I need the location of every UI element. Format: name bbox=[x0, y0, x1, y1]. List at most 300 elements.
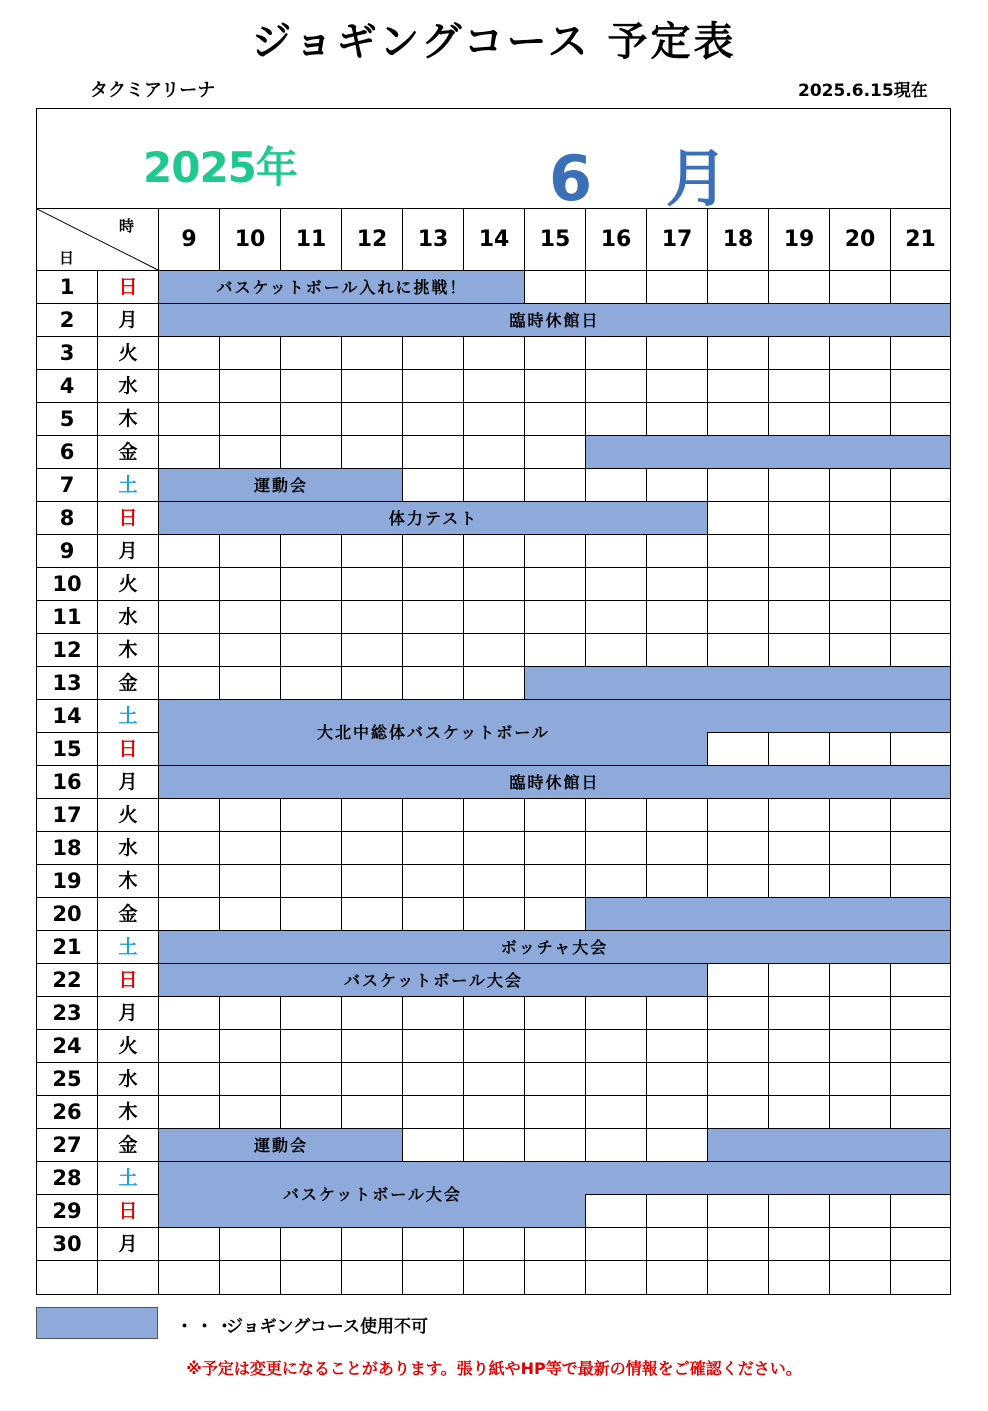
schedule-slot bbox=[830, 733, 891, 766]
schedule-slot bbox=[403, 370, 464, 403]
band-label: バスケットボール入れに挑戦！ bbox=[216, 278, 468, 297]
schedule-slot bbox=[586, 634, 647, 667]
schedule-slot bbox=[159, 370, 220, 403]
schedule-slot bbox=[220, 997, 281, 1030]
schedule-slot bbox=[281, 403, 342, 436]
schedule-slot bbox=[403, 1261, 464, 1294]
schedule-slot bbox=[464, 865, 525, 898]
weekday-label: 土 bbox=[98, 1162, 159, 1195]
weekday-label: 日 bbox=[98, 502, 159, 535]
schedule-slot bbox=[220, 1228, 281, 1261]
band-label: 臨時休館日 bbox=[509, 311, 600, 330]
day-number: 23 bbox=[37, 997, 98, 1030]
schedule-slot bbox=[708, 634, 769, 667]
band-label: 体力テスト bbox=[388, 509, 479, 528]
schedule-slot bbox=[220, 634, 281, 667]
schedule-slot bbox=[830, 1195, 891, 1228]
weekday-label: 火 bbox=[98, 799, 159, 832]
schedule-slot bbox=[769, 370, 830, 403]
schedule-slot bbox=[403, 865, 464, 898]
schedule-slot bbox=[586, 1063, 647, 1096]
schedule-slot bbox=[586, 865, 647, 898]
schedule-slot bbox=[647, 1096, 708, 1129]
schedule-slot bbox=[708, 832, 769, 865]
weekday-label: 月 bbox=[98, 1228, 159, 1261]
weekday-label: 月 bbox=[98, 766, 159, 799]
schedule-slot bbox=[891, 997, 950, 1030]
schedule-slot bbox=[708, 1063, 769, 1096]
day-number: 17 bbox=[37, 799, 98, 832]
schedule-slot bbox=[220, 535, 281, 568]
schedule-slot bbox=[403, 436, 464, 469]
schedule-slot bbox=[830, 964, 891, 997]
day-number: 13 bbox=[37, 667, 98, 700]
schedule-slot bbox=[830, 997, 891, 1030]
schedule-slot bbox=[159, 568, 220, 601]
legend-swatch bbox=[36, 1307, 158, 1339]
weekday-label: 水 bbox=[98, 1063, 159, 1096]
schedule-slot bbox=[830, 370, 891, 403]
schedule-slot bbox=[220, 403, 281, 436]
schedule-slot bbox=[281, 667, 342, 700]
schedule-slot bbox=[159, 436, 220, 469]
schedule-slot bbox=[769, 1228, 830, 1261]
day-number: 10 bbox=[37, 568, 98, 601]
schedule-slot bbox=[769, 799, 830, 832]
schedule-slot bbox=[891, 601, 950, 634]
blocked-band bbox=[159, 469, 403, 502]
schedule-slot bbox=[708, 469, 769, 502]
blocked-band bbox=[159, 304, 950, 337]
schedule-slot bbox=[403, 337, 464, 370]
month-label: 6 月 bbox=[549, 142, 754, 215]
schedule-slot bbox=[647, 1228, 708, 1261]
schedule-slot bbox=[403, 1030, 464, 1063]
schedule-slot bbox=[769, 997, 830, 1030]
schedule-slot bbox=[769, 733, 830, 766]
blocked-band bbox=[708, 1129, 950, 1162]
schedule-slot bbox=[708, 337, 769, 370]
schedule-slot bbox=[159, 601, 220, 634]
schedule-slot bbox=[769, 634, 830, 667]
schedule-slot bbox=[159, 667, 220, 700]
schedule-slot bbox=[708, 271, 769, 304]
schedule-slot bbox=[464, 634, 525, 667]
schedule-slot bbox=[647, 799, 708, 832]
schedule-slot bbox=[891, 1030, 950, 1063]
day-number: 14 bbox=[37, 700, 98, 733]
weekday-label: 土 bbox=[98, 469, 159, 502]
weekday-label: 木 bbox=[98, 865, 159, 898]
schedule-slot bbox=[159, 1228, 220, 1261]
schedule-slot bbox=[525, 1129, 586, 1162]
schedule-slot bbox=[220, 832, 281, 865]
weekday-label: 水 bbox=[98, 601, 159, 634]
day-number: 12 bbox=[37, 634, 98, 667]
schedule-slot bbox=[769, 403, 830, 436]
schedule-slot bbox=[403, 997, 464, 1030]
schedule-slot bbox=[464, 568, 525, 601]
schedule-slot bbox=[830, 799, 891, 832]
schedule-slot bbox=[159, 337, 220, 370]
weekday-label: 月 bbox=[98, 997, 159, 1030]
hour-header: 18 bbox=[708, 209, 769, 271]
schedule-slot bbox=[586, 271, 647, 304]
day-number: 16 bbox=[37, 766, 98, 799]
schedule-slot bbox=[647, 271, 708, 304]
day-number: 22 bbox=[37, 964, 98, 997]
weekday-label: 木 bbox=[98, 1096, 159, 1129]
schedule-slot bbox=[708, 1228, 769, 1261]
blocked-band bbox=[159, 271, 525, 304]
schedule-slot bbox=[586, 370, 647, 403]
schedule-slot bbox=[464, 799, 525, 832]
schedule-slot bbox=[281, 1063, 342, 1096]
as-of-date: 2025.6.15現在 bbox=[798, 81, 928, 101]
weekday-label bbox=[98, 1261, 159, 1294]
schedule-slot bbox=[769, 502, 830, 535]
schedule-slot bbox=[525, 568, 586, 601]
schedule-slot bbox=[769, 535, 830, 568]
schedule-slot bbox=[647, 1261, 708, 1294]
schedule-slot bbox=[464, 469, 525, 502]
weekday-label: 火 bbox=[98, 337, 159, 370]
schedule-slot bbox=[830, 601, 891, 634]
schedule-slot bbox=[586, 337, 647, 370]
day-number: 3 bbox=[37, 337, 98, 370]
schedule-slot bbox=[403, 535, 464, 568]
schedule-slot bbox=[769, 601, 830, 634]
schedule-slot bbox=[647, 469, 708, 502]
venue-name: タクミアリーナ bbox=[90, 80, 216, 101]
schedule-slot bbox=[281, 865, 342, 898]
schedule-slot bbox=[830, 1096, 891, 1129]
weekday-label: 火 bbox=[98, 568, 159, 601]
weekday-label: 金 bbox=[98, 898, 159, 931]
schedule-slot bbox=[647, 337, 708, 370]
schedule-slot bbox=[525, 1228, 586, 1261]
schedule-slot bbox=[586, 1195, 647, 1228]
schedule-slot bbox=[281, 535, 342, 568]
schedule-slot bbox=[525, 997, 586, 1030]
weekday-label: 月 bbox=[98, 304, 159, 337]
schedule-slot bbox=[342, 1096, 403, 1129]
schedule-slot bbox=[708, 601, 769, 634]
schedule-slot bbox=[464, 1261, 525, 1294]
schedule-slot bbox=[708, 799, 769, 832]
schedule-slot bbox=[525, 865, 586, 898]
month-header bbox=[37, 109, 950, 215]
schedule-slot bbox=[586, 1030, 647, 1063]
schedule-slot bbox=[403, 1063, 464, 1096]
schedule-slot bbox=[891, 964, 950, 997]
weekday-label: 水 bbox=[98, 370, 159, 403]
blocked-band bbox=[525, 667, 950, 700]
day-number: 18 bbox=[37, 832, 98, 865]
schedule-slot bbox=[525, 535, 586, 568]
schedule-slot bbox=[708, 502, 769, 535]
schedule-slot bbox=[342, 370, 403, 403]
weekday-label: 日 bbox=[98, 964, 159, 997]
schedule-slot bbox=[708, 964, 769, 997]
day-number: 8 bbox=[37, 502, 98, 535]
schedule-slot bbox=[403, 898, 464, 931]
schedule-slot bbox=[342, 799, 403, 832]
schedule-slot bbox=[647, 865, 708, 898]
schedule-slot bbox=[342, 865, 403, 898]
schedule-slot bbox=[769, 1063, 830, 1096]
band-label: 臨時休館日 bbox=[509, 773, 600, 792]
schedule-slot bbox=[586, 1228, 647, 1261]
schedule-slot bbox=[342, 898, 403, 931]
day-number: 26 bbox=[37, 1096, 98, 1129]
schedule-slot bbox=[220, 667, 281, 700]
schedule-slot bbox=[586, 1096, 647, 1129]
schedule-slot bbox=[647, 1129, 708, 1162]
schedule-slot bbox=[403, 832, 464, 865]
blocked-band bbox=[159, 931, 950, 964]
schedule-slot bbox=[891, 1096, 950, 1129]
schedule-slot bbox=[586, 535, 647, 568]
schedule-slot bbox=[342, 436, 403, 469]
schedule-slot bbox=[220, 1030, 281, 1063]
band-label: ボッチャ大会 bbox=[500, 938, 609, 957]
schedule-slot bbox=[830, 337, 891, 370]
schedule-slot bbox=[403, 568, 464, 601]
schedule-slot bbox=[220, 337, 281, 370]
weekday-label: 日 bbox=[98, 733, 159, 766]
schedule-slot bbox=[159, 1030, 220, 1063]
schedule-slot bbox=[525, 403, 586, 436]
schedule-slot bbox=[830, 502, 891, 535]
schedule-slot bbox=[159, 865, 220, 898]
schedule-slot bbox=[342, 1030, 403, 1063]
schedule-slot bbox=[403, 1129, 464, 1162]
schedule-slot bbox=[281, 601, 342, 634]
weekday-label: 土 bbox=[98, 700, 159, 733]
schedule-slot bbox=[525, 337, 586, 370]
schedule-slot bbox=[708, 535, 769, 568]
schedule-slot bbox=[464, 1063, 525, 1096]
schedule-slot bbox=[830, 568, 891, 601]
schedule-slot bbox=[525, 832, 586, 865]
day-number: 7 bbox=[37, 469, 98, 502]
schedule-slot bbox=[830, 403, 891, 436]
schedule-slot bbox=[403, 403, 464, 436]
schedule-slot bbox=[647, 568, 708, 601]
schedule-slot bbox=[891, 403, 950, 436]
schedule-slot bbox=[769, 865, 830, 898]
schedule-slot bbox=[586, 799, 647, 832]
schedule-slot bbox=[891, 1195, 950, 1228]
schedule-slot bbox=[159, 898, 220, 931]
hour-header: 21 bbox=[891, 209, 950, 271]
schedule-slot bbox=[281, 436, 342, 469]
weekday-label: 木 bbox=[98, 403, 159, 436]
schedule-slot bbox=[769, 832, 830, 865]
hour-header: 19 bbox=[769, 209, 830, 271]
schedule-slot bbox=[342, 832, 403, 865]
hour-header: 12 bbox=[342, 209, 403, 271]
schedule-slot bbox=[891, 469, 950, 502]
schedule-slot bbox=[464, 832, 525, 865]
schedule-slot bbox=[281, 1228, 342, 1261]
schedule-slot bbox=[525, 370, 586, 403]
band-label: 運動会 bbox=[253, 1136, 308, 1155]
schedule-slot bbox=[830, 865, 891, 898]
schedule-slot bbox=[708, 733, 769, 766]
day-number: 20 bbox=[37, 898, 98, 931]
schedule-slot bbox=[830, 535, 891, 568]
hour-header: 11 bbox=[281, 209, 342, 271]
day-number: 15 bbox=[37, 733, 98, 766]
schedule-slot bbox=[647, 634, 708, 667]
merged-band-label: バスケットボール大会 bbox=[283, 1185, 462, 1204]
schedule-slot bbox=[830, 1261, 891, 1294]
schedule-slot bbox=[647, 832, 708, 865]
schedule-slot bbox=[403, 634, 464, 667]
schedule-slot bbox=[281, 799, 342, 832]
blocked-band bbox=[586, 898, 950, 931]
hour-header: 10 bbox=[220, 209, 281, 271]
schedule-slot bbox=[891, 865, 950, 898]
schedule-slot bbox=[159, 634, 220, 667]
schedule-slot bbox=[403, 667, 464, 700]
schedule-slot bbox=[891, 1063, 950, 1096]
schedule-slot bbox=[647, 601, 708, 634]
schedule-slot bbox=[220, 601, 281, 634]
schedule-slot bbox=[647, 535, 708, 568]
schedule-slot bbox=[281, 568, 342, 601]
schedule-slot bbox=[342, 1228, 403, 1261]
schedule-slot bbox=[464, 1129, 525, 1162]
schedule-slot bbox=[708, 1261, 769, 1294]
merged-band-label: 大北中総体バスケットボール bbox=[317, 723, 550, 742]
schedule-slot bbox=[220, 1096, 281, 1129]
schedule-slot bbox=[891, 271, 950, 304]
weekday-label: 金 bbox=[98, 1129, 159, 1162]
schedule-slot bbox=[586, 568, 647, 601]
schedule-slot bbox=[708, 1030, 769, 1063]
schedule-slot bbox=[342, 535, 403, 568]
hour-header: 14 bbox=[464, 209, 525, 271]
schedule-slot bbox=[891, 568, 950, 601]
schedule-slot bbox=[159, 535, 220, 568]
schedule-slot bbox=[525, 1030, 586, 1063]
schedule-slot bbox=[769, 1195, 830, 1228]
schedule-slot bbox=[708, 997, 769, 1030]
schedule-slot bbox=[281, 337, 342, 370]
schedule-slot bbox=[830, 271, 891, 304]
schedule-slot bbox=[769, 964, 830, 997]
schedule-slot bbox=[525, 1063, 586, 1096]
schedule-slot bbox=[769, 1030, 830, 1063]
schedule-slot bbox=[464, 337, 525, 370]
weekday-label: 金 bbox=[98, 667, 159, 700]
blocked-band bbox=[159, 1129, 403, 1162]
schedule-slot bbox=[586, 469, 647, 502]
schedule-slot bbox=[342, 403, 403, 436]
schedule-slot bbox=[525, 469, 586, 502]
schedule-slot bbox=[464, 436, 525, 469]
schedule-slot bbox=[891, 502, 950, 535]
schedule-slot bbox=[891, 535, 950, 568]
schedule-slot bbox=[891, 832, 950, 865]
schedule-slot bbox=[708, 1195, 769, 1228]
schedule-slot bbox=[159, 799, 220, 832]
schedule-slot bbox=[769, 469, 830, 502]
schedule-slot bbox=[891, 1261, 950, 1294]
schedule-slot bbox=[220, 568, 281, 601]
schedule-slot bbox=[403, 1228, 464, 1261]
schedule-slot bbox=[220, 799, 281, 832]
schedule-slot bbox=[891, 1228, 950, 1261]
schedule-slot bbox=[281, 898, 342, 931]
schedule-slot bbox=[281, 370, 342, 403]
schedule-slot bbox=[281, 1096, 342, 1129]
schedule-slot bbox=[281, 1261, 342, 1294]
band-label: バスケットボール大会 bbox=[344, 971, 523, 990]
schedule-slot bbox=[891, 337, 950, 370]
schedule-slot bbox=[220, 1261, 281, 1294]
schedule-slot bbox=[464, 1030, 525, 1063]
schedule-slot bbox=[891, 370, 950, 403]
schedule-slot bbox=[708, 568, 769, 601]
schedule-slot bbox=[586, 1129, 647, 1162]
day-number: 28 bbox=[37, 1162, 98, 1195]
schedule-slot bbox=[342, 1063, 403, 1096]
hour-header: 16 bbox=[586, 209, 647, 271]
schedule-slot bbox=[769, 271, 830, 304]
schedule-slot bbox=[891, 733, 950, 766]
schedule-slot bbox=[342, 568, 403, 601]
schedule-slot bbox=[403, 1096, 464, 1129]
schedule-slot bbox=[708, 1096, 769, 1129]
schedule-slot bbox=[342, 634, 403, 667]
schedule-slot bbox=[403, 601, 464, 634]
schedule-slot bbox=[647, 370, 708, 403]
schedule-slot bbox=[464, 898, 525, 931]
day-number bbox=[37, 1261, 98, 1294]
schedule-slot bbox=[525, 1261, 586, 1294]
schedule-slot bbox=[464, 403, 525, 436]
schedule-slot bbox=[647, 1030, 708, 1063]
schedule-slot bbox=[464, 1228, 525, 1261]
schedule-slot bbox=[159, 403, 220, 436]
weekday-label: 火 bbox=[98, 1030, 159, 1063]
schedule-slot bbox=[830, 469, 891, 502]
day-number: 6 bbox=[37, 436, 98, 469]
day-number: 11 bbox=[37, 601, 98, 634]
schedule-slot bbox=[220, 898, 281, 931]
corner-diagonal bbox=[37, 209, 159, 271]
weekday-label: 土 bbox=[98, 931, 159, 964]
schedule-slot bbox=[281, 832, 342, 865]
schedule-slot bbox=[647, 997, 708, 1030]
legend-text: ジョギングコース使用不可 bbox=[226, 1317, 428, 1337]
day-number: 5 bbox=[37, 403, 98, 436]
schedule-slot bbox=[220, 370, 281, 403]
schedule-slot bbox=[342, 601, 403, 634]
schedule-slot bbox=[525, 601, 586, 634]
schedule-slot bbox=[769, 1096, 830, 1129]
weekday-label: 金 bbox=[98, 436, 159, 469]
schedule-slot bbox=[159, 1096, 220, 1129]
day-number: 1 bbox=[37, 271, 98, 304]
schedule-slot bbox=[525, 436, 586, 469]
schedule-slot bbox=[342, 667, 403, 700]
schedule-sheet bbox=[36, 108, 951, 1295]
